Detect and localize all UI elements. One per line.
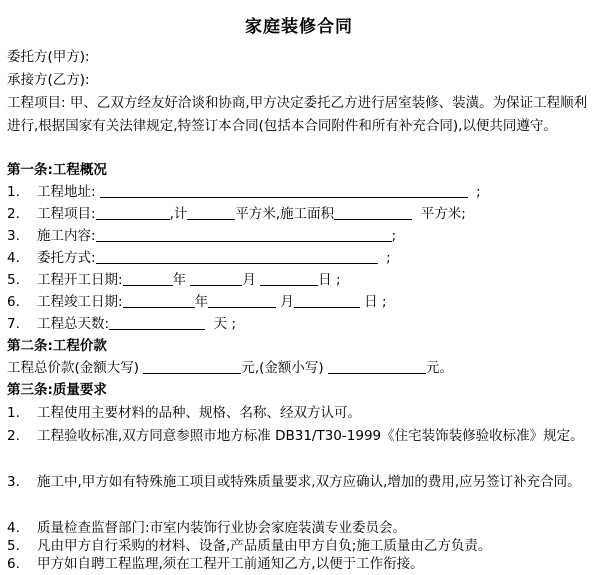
item-tail: 天 ; [213,316,236,332]
quality-item-1 [7,402,361,424]
item-text: 甲方如自聘工程监理,须在工程开工前通知乙方,以便于工作衔接。 [37,556,424,572]
item-text: 平方米,施工面积 [235,206,335,222]
item-tail: ; [391,228,397,244]
item-number: 4. [7,250,20,266]
price-uppercase-blank[interactable] [143,359,241,374]
item-label: 委托方式: [37,250,96,266]
content-blank[interactable] [96,227,392,242]
item-label: 工程项目: [37,206,96,222]
days-blank[interactable] [109,315,205,330]
item-completion-date [7,291,387,313]
quality-item-6 [7,553,424,575]
item-project-scope [7,203,466,225]
document-title: 家庭装修合同 [245,17,353,37]
item-text: ,计 [169,206,188,222]
end-day-blank[interactable] [294,293,360,308]
item-text: 凡由甲方自行采购的材料、设备,产品质量由甲方自负;施工质量由乙方负责。 [37,538,492,554]
end-year-blank[interactable] [123,293,195,308]
price-uppercase-label: 工程总价款(金额大写) [7,360,140,376]
month-label: 月 [242,272,256,288]
day-label: 日 ; [364,294,387,310]
item-text: 工程使用主要材料的品种、规格、名称、经双方认可。 [37,405,361,421]
item-number: 5. [7,538,20,554]
item-commission-mode [7,247,391,269]
section2-heading: 第二条:工程价款 [7,338,107,354]
item-text: 施工中,甲方如有特殊施工项目或特殊质量要求,双方应确认,增加的费用,应另签订补充合同。 [37,474,581,490]
item-number: 7. [7,316,20,332]
item-label: 工程竣工日期: [37,294,123,310]
price-line [7,357,453,379]
price-unit: 元。 [425,360,453,376]
item-start-date [7,269,341,291]
area-blank[interactable] [187,205,235,220]
section3-heading: 第三条:质量要求 [7,382,107,398]
year-label: 年 [172,272,187,288]
item-number: 3. [7,228,20,244]
price-lowercase-blank[interactable] [328,359,426,374]
item-number: 2. [7,428,20,444]
year-label: 年 [194,294,209,310]
start-month-blank[interactable] [190,271,242,286]
item-text: 工程验收标准,双方同意参照市地方标准 DB31/T30-1999《住宅装饰装修验收标准》规定。 [37,428,584,444]
item-number: 6. [7,294,20,310]
mode-blank[interactable] [96,249,378,264]
section1-heading: 第一条:工程概况 [7,162,107,178]
party-b-line: 承接方(乙方): [7,72,90,88]
item-number: 2. [7,206,20,222]
item-label: 工程开工日期: [37,272,123,288]
item-construction-content [7,225,396,247]
party-a-line: 委托方(甲方): [7,49,90,65]
price-lowercase-label: 元,(金额小写) [241,360,324,376]
month-label: 月 [280,294,294,310]
end-month-blank[interactable] [208,293,276,308]
quality-item-3 [7,471,592,494]
item-label: 工程总天数: [37,316,110,332]
item-tail: ; [476,184,481,200]
item-number: 4. [7,520,20,536]
start-year-blank[interactable] [123,271,173,286]
start-day-blank[interactable] [260,271,318,286]
item-text: 平方米; [420,206,466,222]
item-number: 1. [7,184,20,200]
item-text: 质量检查监督部门:市室内装饰行业协会家庭装潢专业委员会。 [37,520,407,536]
project-blank[interactable] [96,205,170,220]
item-number: 5. [7,272,20,288]
item-number: 1. [7,405,20,421]
construction-area-blank[interactable] [334,205,412,220]
item-number: 3. [7,474,20,490]
item-total-days [7,313,236,335]
intro-paragraph: 工程项目: 甲、乙双方经友好洽谈和协商,甲方决定委托乙方进行居室装修、装潢。为保证工程顺利进行,根据国家有关法律规定,特签订本合同(包括本合同附件和所有补充合同),以便共同遵守。 [7,95,588,134]
day-label: 日 ; [318,272,341,288]
item-label: 工程地址: [37,184,96,200]
item-number: 6. [7,556,20,572]
item-project-address [7,181,481,203]
quality-item-2 [7,425,592,448]
address-blank[interactable] [100,183,468,198]
item-label: 施工内容: [37,228,96,244]
item-tail: ; [386,250,391,266]
